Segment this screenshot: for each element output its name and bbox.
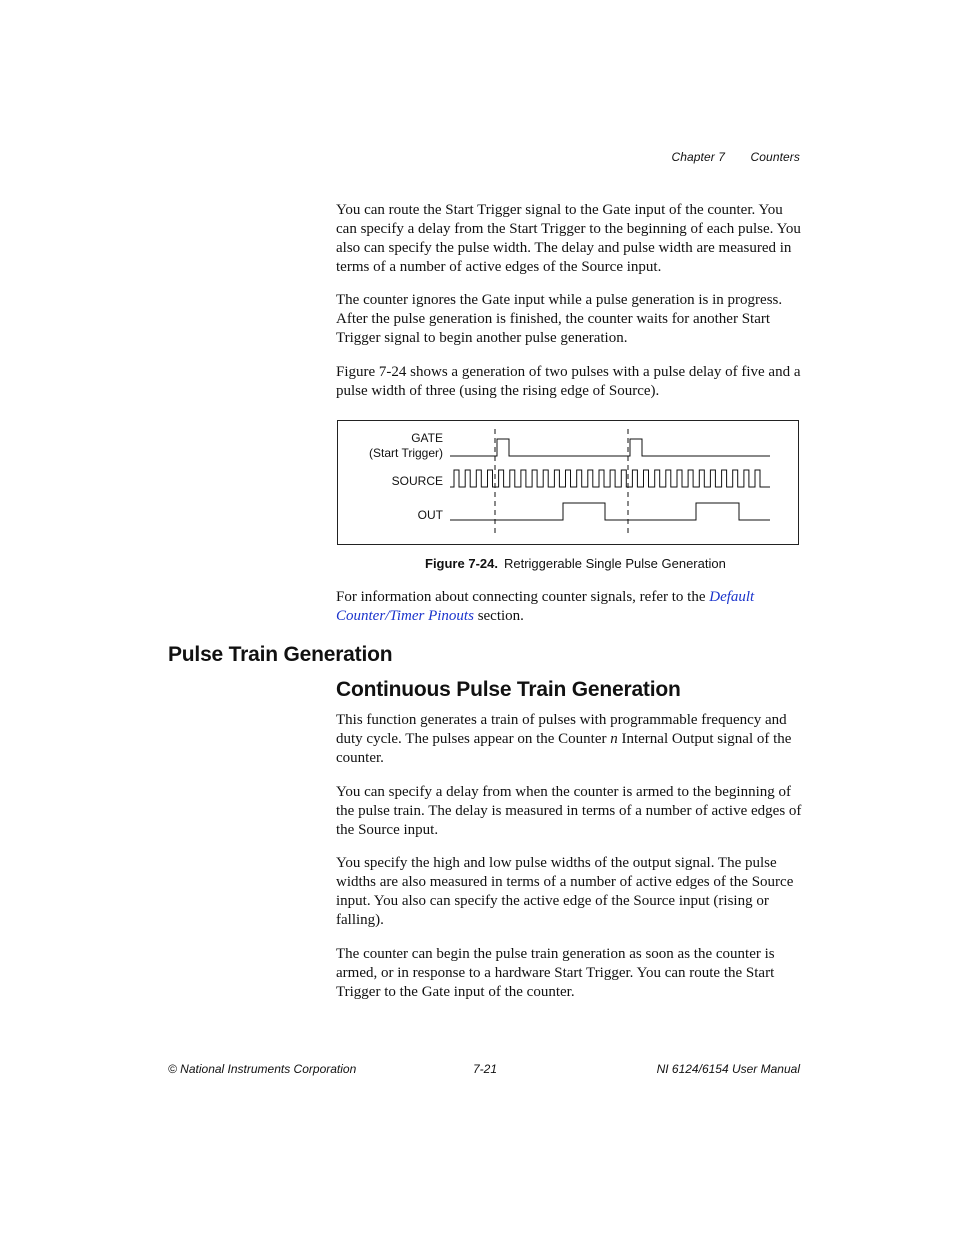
timing-diagram	[338, 421, 800, 546]
footer-copyright: © National Instruments Corporation	[168, 1062, 357, 1076]
pulse-width-paragraph: You specify the high and low pulse widths of the output signal. The pulse widths are also measured in terms of a number of active edges of the Source input. You also can specify the active edge of the Source input (rising or falling).	[336, 855, 794, 928]
body-paragraph-3: Figure 7-24 shows a generation of two pulses with a pulse delay of five and a pulse width of three (using the rising edge of Source).	[336, 364, 801, 399]
page-number: 7-21	[473, 1062, 498, 1076]
chapter-label: Chapter 7	[671, 150, 726, 164]
body-paragraph-1: You can route the Start Trigger signal to the Gate input of the counter. You can specify a delay from the Start Trigger to the beginning of each pulse. You also can specify the pulse width. The delay and pulse width are measured in terms of a number of active edges of the Source input.	[336, 202, 801, 275]
figure-title: Retriggerable Single Pulse Generation	[503, 556, 726, 571]
running-header	[671, 150, 800, 164]
trigger-paragraph: The counter can begin the pulse train generation as soon as the counter is armed, or in response to a hardware Start Trigger. You can route the Start Trigger to the Gate input of the counter.	[336, 946, 775, 1000]
timing-diagram-figure	[337, 420, 799, 545]
default-pinouts-link[interactable]: Default Counter/Timer Pinouts	[336, 589, 755, 624]
gate-sublabel: (Start Trigger)	[368, 446, 443, 460]
source-label: SOURCE	[391, 474, 443, 488]
subsection-heading: Continuous Pulse Train Generation	[336, 678, 681, 701]
section-heading: Pulse Train Generation	[168, 643, 393, 666]
source-waveform	[450, 470, 770, 487]
figure-number: Figure 7-24.	[425, 556, 498, 571]
body-paragraph-2: The counter ignores the Gate input while a pulse generation is in progress. After the pulse generation is finished, the counter waits for another Start Trigger signal to begin another pulse generation.	[336, 292, 783, 346]
out-label: OUT	[417, 508, 443, 522]
gate-label: GATE	[411, 431, 443, 445]
figure-caption	[425, 556, 726, 571]
chapter-section-label: Counters	[750, 150, 800, 164]
gate-waveform	[450, 439, 770, 456]
delay-paragraph: You can specify a delay from when the counter is armed to the beginning of the pulse train. The delay is measured in terms of a number of active edges of the Source input.	[336, 784, 802, 838]
info-paragraph: For information about connecting counter signals, refer to the Default Counter/Timer Pinouts section.	[336, 589, 755, 624]
footer-manual-title: NI 6124/6154 User Manual	[656, 1062, 800, 1076]
out-waveform	[450, 503, 770, 520]
function-paragraph: This function generates a train of pulses with programmable frequency and duty cycle. The pulses appear on the Counter n Internal Output signal of the counter.	[336, 712, 792, 766]
